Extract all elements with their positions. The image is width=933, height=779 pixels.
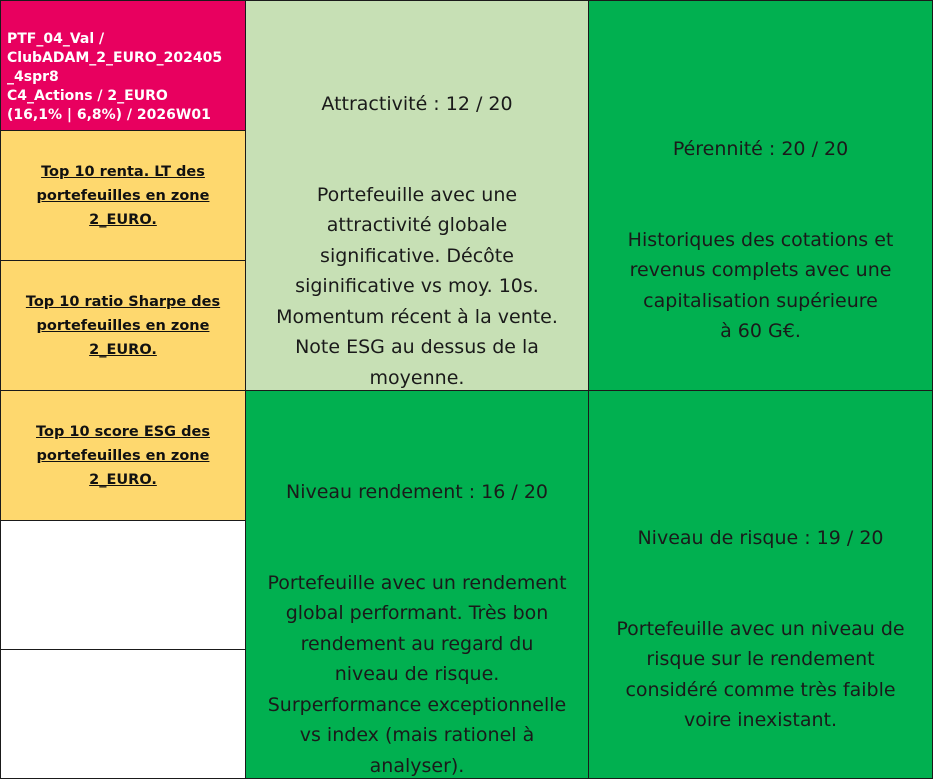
- risque-heading: Niveau de risque : 19 / 20: [637, 526, 884, 549]
- top10-sharpe-link[interactable]: Top 10 ratio Sharpe des portefeuilles en zone 2_EURO.: [25, 293, 221, 358]
- rendement-heading: Niveau rendement : 16 / 20: [285, 480, 549, 503]
- empty-cell: [0, 649, 246, 779]
- rendement-panel: [245, 390, 589, 779]
- portfolio-title: PTF_04_Val / ClubADAM_2_EURO_202405 _4spr8 C4_Actions / 2_EURO (16,1% | 6,8%) / 2026W01: [7, 31, 223, 123]
- top10-sharpe-cell: [0, 260, 246, 391]
- top10-esg-link[interactable]: Top 10 score ESG des portefeuilles en zone 2_EURO.: [36, 423, 210, 488]
- attractivite-heading: Attractivité : 12 / 20: [321, 92, 513, 115]
- attractivite-description: Portefeuille avec une attractivité globale significative. Décôte siginificative vs moy. 10s. Momentum récent à la vente. Note ESG au dessus de la moyenne.: [276, 183, 558, 389]
- rendement-description: Portefeuille avec un rendement global performant. Très bon rendement au regard du niveau de risque. Surperformance exceptionnelle vs index (mais rationel à analyser).: [267, 571, 567, 777]
- top10-esg-cell: [0, 390, 246, 521]
- empty-cell: [0, 520, 246, 650]
- risque-description: Portefeuille avec un niveau de risque sur le rendement considéré comme très faible voire inexistant.: [616, 617, 905, 731]
- risque-panel: [588, 390, 933, 779]
- perennite-description: Historiques des cotations et revenus complets avec une capitalisation supérieure à 60 G€.: [627, 228, 894, 342]
- top10-renta-link[interactable]: Top 10 renta. LT des portefeuilles en zone 2_EURO.: [36, 163, 210, 228]
- perennite-heading: Pérennité : 20 / 20: [672, 137, 849, 160]
- perennite-panel: [588, 0, 933, 391]
- top10-renta-cell: [0, 130, 246, 261]
- portfolio-title-cell: [0, 0, 246, 131]
- attractivite-panel: [245, 0, 589, 391]
